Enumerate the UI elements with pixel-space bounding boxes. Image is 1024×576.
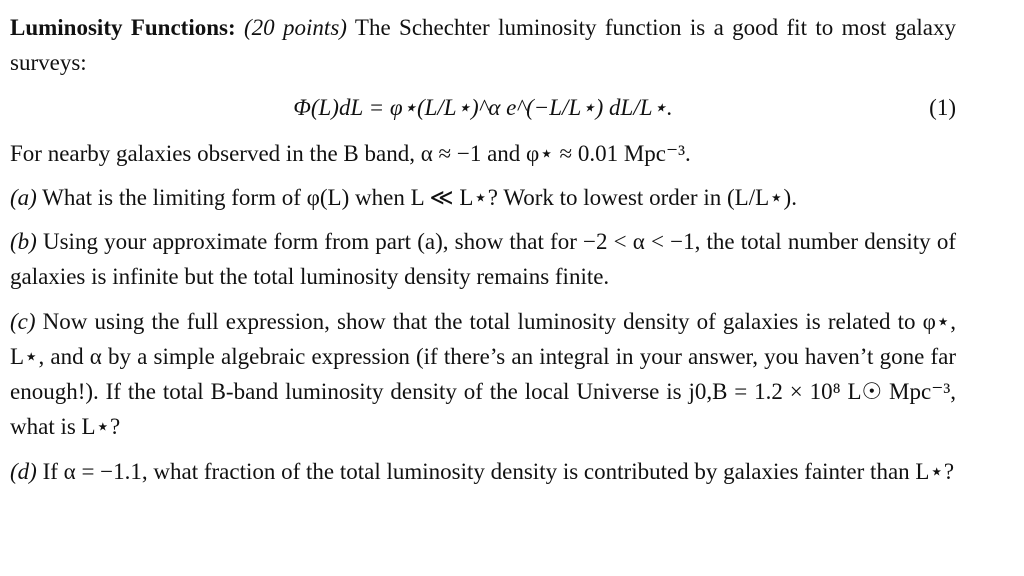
- equation-number: (1): [929, 95, 956, 120]
- part-a: [10, 180, 956, 215]
- part-c-label: (c): [10, 309, 36, 334]
- part-b: [10, 224, 956, 294]
- schechter-equation: Φ(L)dL = φ⋆(L/L⋆)^α e^(−L/L⋆) dL/L⋆.: [293, 95, 673, 120]
- points-label: (20 points): [244, 15, 347, 40]
- part-b-label: (b): [10, 229, 37, 254]
- intro-text: The Schechter luminosity function is a good fit to most galaxy surveys:: [10, 15, 956, 75]
- part-a-text: What is the limiting form of φ(L) when L ≪ L⋆? Work to lowest order in (L/L⋆).: [42, 185, 797, 210]
- nearby-values: For nearby galaxies observed in the B band, α ≈ −1 and φ⋆ ≈ 0.01 Mpc⁻³.: [10, 141, 691, 166]
- problem-heading: Luminosity Functions:: [10, 15, 236, 40]
- problem-page: [10, 10, 956, 489]
- part-d: [10, 454, 956, 489]
- part-a-label: (a): [10, 185, 37, 210]
- part-d-label: (d): [10, 459, 37, 484]
- part-c-text: Now using the full expression, show that the total luminosity density of galaxies is related to φ⋆, L⋆, and α by a simple algebraic expression (if there’s an integral in your answer, you haven’t gone far enough!). If the total B-band luminosity density of the local Universe is j0,B = 1.2 × 10⁸ L☉ Mpc⁻³, what is L⋆?: [10, 309, 957, 439]
- part-b-text: Using your approximate form from part (a), show that for −2 < α < −1, the total number density of galaxies is infinite but the total luminosity density remains finite.: [10, 229, 957, 289]
- problem-intro: [10, 10, 956, 80]
- part-d-text: If α = −1.1, what fraction of the total luminosity density is contributed by galaxies fainter than L⋆?: [42, 459, 955, 484]
- part-c: [10, 304, 956, 444]
- equation-row: [10, 82, 956, 136]
